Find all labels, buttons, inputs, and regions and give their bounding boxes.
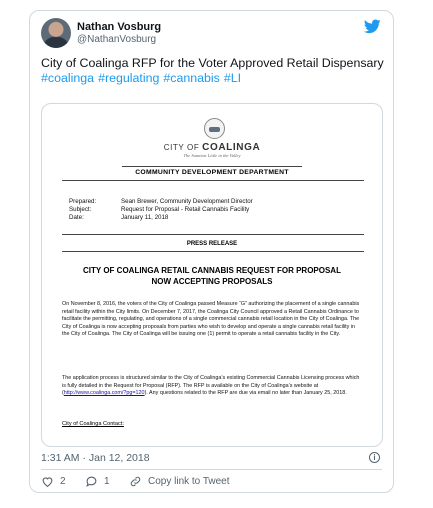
paragraph [62,375,364,398]
memo-key: Subject: [69,206,92,213]
link-icon [129,475,142,488]
tweet-card[interactable] [29,10,394,493]
hashtag-link[interactable]: #coalinga [41,71,95,85]
memo-key: Prepared: [69,198,97,205]
document-page [42,104,382,446]
rfp-link: http://www.coalinga.com/?pg=120 [63,390,145,397]
headline-line-1: CITY OF COALINGA RETAIL CANNABIS REQUEST FOR PROPOSAL [83,266,341,275]
paragraph-text: The application process is structured similar to the City of Coalinga’s existing Commercial Cannabis Licensing process which is fully detailed in the Request for Proposal (RFP). The RFP is available on the City of Coalinga’s website at ( [62,375,360,397]
reply-count: 1 [104,475,110,487]
like-button[interactable] [41,473,66,489]
twitter-bird-icon[interactable] [364,19,381,34]
city-logo [42,142,382,153]
info-icon[interactable]: i [369,452,380,463]
paragraph: On November 8, 2016, the voters of the City of Coalinga passed Measure “G” authorizing the placement of a single cannabis retail facility within the City limits. On December 7, 2017, the Coalinga City Council approved a Retail Cannabis Ordinance to facilitate the permitting, regulating, and operations of a single commercial cannabis retail location in the City of Coalinga. The City of Coalinga is now accepting proposals from parties who wish to develop and operate a single cannabis retail facility in the City of Coalinga. The City of Coalinga will be issuing one (1) permit to operate a retail cannabis facility in the City. [62,301,360,338]
heart-icon [41,475,54,488]
copy-link-button[interactable] [129,473,230,489]
logo-prefix: CITY OF [163,143,200,152]
tweet-timestamp[interactable]: 1:31 AM · Jan 12, 2018 [41,452,150,464]
divider [122,166,302,167]
avatar[interactable] [41,18,71,48]
paragraph-text: ). Any questions related to the RFP are due via email no later than January 25, 2018. [144,390,347,397]
hashtag-link[interactable]: #LI [223,71,242,85]
memo-value: January 11, 2018 [121,214,169,221]
attached-document-image[interactable] [41,103,383,447]
speech-bubble-icon [85,475,98,488]
headline-line-2: NOW ACCEPTING PROPOSALS [151,277,273,286]
divider [62,251,364,252]
divider [62,180,364,181]
tweet-text [41,56,387,86]
press-release-label: PRESS RELEASE [186,241,238,247]
author-name[interactable]: Nathan Vosburg [77,21,162,33]
copy-link-label: Copy link to Tweet [148,475,230,487]
department-title: COMMUNITY DEVELOPMENT DEPARTMENT [135,169,289,176]
hashtag-link[interactable]: #regulating [98,71,160,85]
city-seal-icon [204,118,225,139]
divider [41,469,382,470]
author-handle[interactable]: @NathanVosburg [77,34,157,45]
memo-key: Date: [69,214,84,221]
city-tagline: The Sunniest Little in the Valley [183,153,241,158]
tweet-body: City of Coalinga RFP for the Voter Approved Retail Dispensary [41,56,384,70]
memo-value: Sean Brewer, Community Development Director [121,198,253,205]
like-count: 2 [60,475,66,487]
logo-main: COALINGA [202,142,261,153]
headline [42,265,382,287]
memo-value: Request for Proposal - Retail Cannabis Facility [121,206,250,213]
divider [62,234,364,235]
contact-heading: City of Coalinga Contact: [62,421,124,427]
hashtag-link[interactable]: #cannabis [163,71,220,85]
reply-button[interactable] [85,473,110,489]
hashtag-list [41,71,245,85]
